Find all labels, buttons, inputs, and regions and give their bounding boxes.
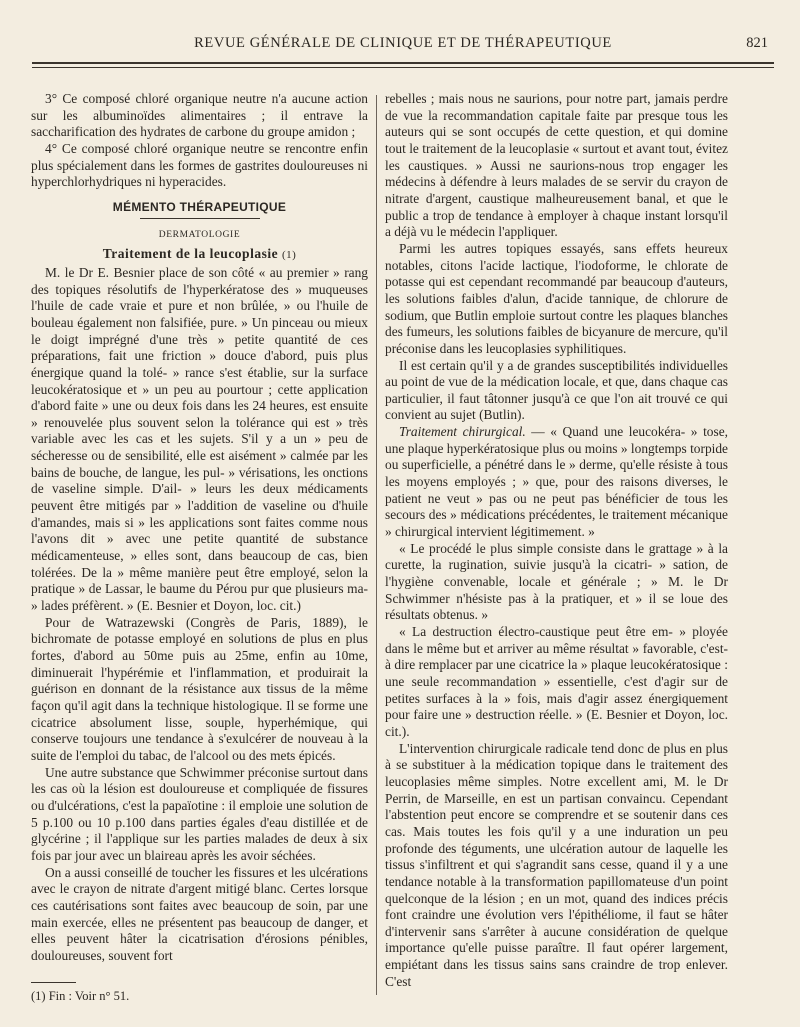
paragraph: L'intervention chirurgicale radicale tend donc de plus en plus à se substituer à la médication topique dans le traitement des leucoplasies même simples. Notre excellent ami, M. le Dr Perrin, de Marseille, en est un partisan convaincu. Cependant l'abstention peut encore se comprendre et se soutenir dans ces cas. Mais toutes les fois qu'il y a une induration un peu profonde des téguments, une ulcération autour de laquelle les tissus s'infiltrent et qui s'agrandit sans cesse, quand il y a une tendance notable à la transformation papillomateuse d'un point quelconque de la lésion ; en un mot, quand des indices précis font craindre une évolution vers l'épithéliome, il faut se hâter d'intervenir sans s'arrêter à aucune considération de quelque importance qu'elle puisse paraître. Il faut opérer largement, empiétant dans les tissus sains sans craindre de trop enlever. C'est [385,740,728,989]
article-title [31,246,368,264]
page-header [32,33,774,57]
paragraph: Pour de Watrazewski (Congrès de Paris, 1889), le bichromate de potasse employé en solutions de plus en plus fortes, d'abord au 50me puis au 25me, enfin au 10me, diminuerait l'hypérémie et l'inflammation, et produirait la guérison en donnant de la résistance aux tissus de la même façon qu'il agit dans la technique histologique. Il se forme une cicatrice absolument lisse, souple, hyperhémique, qui conserve toujours une tendance à s'exulcérer de nouveau à la suite de l'emploi du tabac, de l'alcool ou des mets épicés. [31,614,368,763]
memento-heading: MÉMENTO THÉRAPEUTIQUE [112,199,287,214]
right-column [385,91,728,990]
footnote-ref[interactable]: (1) [281,249,297,262]
paragraph: rebelles ; mais nous ne saurions, pour notre part, jamais perdre de vue la recommandation capitale faite par presque tous les auteurs qui se sont occupés de cette question, et qui domine tout le traitement de la leucoplasie « surtout et avant tout, évitez les caustiques. » Aussi ne saurions-nous trop engager les médecins à défendre à leurs malades de se servir du crayon de nitrate d'argent, caustique malheureusement banal, et que le public a trop de tendance à employer à chaque instant lorsqu'il a déjà vu le médecin l'appliquer. [385,91,728,240]
paragraph [385,424,728,541]
section-label: DERMATOLOGIE [158,229,241,240]
paragraph: 4° Ce composé chloré organique neutre se rencontre enfin plus spécialement dans les formes de gastrites douloureuses ni hyperchlorhydriques ni hyperacides. [31,140,368,190]
paragraph: Une autre substance que Schwimmer préconise surtout dans les cas où la lésion est douloureuse et compliquée de fissures ou d'ulcérations, c'est la papaïotine : il emploie une solution de 5 p.100 ou 10 p.100 dans parties égales d'eau distillée et de glycérine ; il l'applique sur les parties malades de deux à six fois par jour avec un blaireau après les avoir séchées. [31,764,368,863]
header-rule [32,62,774,64]
page-number: 821 [746,35,768,51]
running-title: REVUE GÉNÉRALE DE CLINIQUE ET DE THÉRAPEUTIQUE [194,35,612,51]
footnote: (1) Fin : Voir n° 51. [31,989,130,1003]
footnote-rule [31,982,76,983]
paragraph-text: — « Quand une leucokéra- » tose, une plaque hyperkératosique plus ou moins » longtemps torpide ou superficielle, a pénétré dans le » derme, qu'elle résiste à tous les moyens employés ; » que, pour des raisons diverses, le patient ne veut » pas ou ne peut pas bénéficier de tous les secours des » médications précédentes, le traitement mécanique » chirurgical intervient légitimement. » [385,424,728,540]
article-title-text: Traitement de la leucoplasie [102,246,279,262]
paragraph: M. le Dr E. Besnier place de son côté « au premier » rang des topiques résolutifs de l'hyperkératose des » muqueuses l'huile de cade vraie et pure et non brûlée, » ou l'huile de bouleau également non falsifiée, pure. » Un pinceau ou mieux le doigt imprégné d'une très » petite quantité de ces préparations, fait une friction » douce d'abord, puis plus énergique quand la tolé- » rance s'est établie, sur la surface leucokératosique et » un peu au pourtour ; cette application d'abord faite » une ou deux fois dans les 24 heures, est ensuite » renouvelée plus souvent selon la tolérance qui est » très variable avec les cas et les sujets. S'il y a un » peu de sécheresse ou de sensibilité, elle est aisément » calmée par les bains de bouche, de langue, les pul- » vérisations, les onctions de vaseline simple. D'ail- » leurs les deux médicaments peuvent être mitigés par » l'addition de vaseline ou d'huile d'amandes, mais si » les applications sont faites comme nous l'avons dit » avec une petite quantité de substance médicamenteuse, » elles sont, dans beaucoup de cas, bien tolérées. De la » même manière peut être employé, selon la pratique » de Lassar, le baume du Pérou pur que plusieurs ma- » lades préfèrent. » (E. Besnier et Doyon, loc. cit.) [31,264,368,614]
paragraph: Parmi les autres topiques essayés, sans effets heureux notables, citons l'acide lactique, l'iodoforme, le chlorate de potasse qui est cependant recommandé par beaucoup d'auteurs, les solutions faibles d'alun, d'acide tannique, de chlorure de sodium, que Butlin emploie surtout contre les plaques blanches des fumeurs, les solutions faibles de bicyanure de mercure, qu'il préconise dans les leucoplasies syphilitiques. [385,240,728,356]
heading-rule [140,218,260,219]
left-column [31,91,368,964]
paragraph: Il est certain qu'il y a de grandes susceptibilités individuelles au point de vue de la médication locale, et que, dans chaque cas particulier, il faut tâtonner jusqu'à ce que l'on ait trouvé ce qui convient au sujet (Butlin). [385,357,728,423]
column-divider [376,95,377,995]
paragraph: 3° Ce composé chloré organique neutre n'a aucune action sur les albuminoïdes alimentaires ; il entrave la saccharification des hydrates de carbone du groupe amidon ; [31,91,368,140]
paragraph: On a aussi conseillé de toucher les fissures et les ulcérations avec le crayon de nitrate d'argent mitigé blanc. Certes lorsque ces cautérisations sont faites avec beaucoup de soin, par une main exercée, elles ne présentent pas beaucoup de danger, et elles peuvent hâter la cicatrisation d'érosions pénibles, douloureuses, souvent fort [31,864,368,963]
subsection-title: Traitement chirurgical. [399,424,526,440]
paragraph: « La destruction électro-caustique peut être em- » ployée dans le même but et arriver au même résultat » favorable, c'est-à dire remplacer par une cicatrice la » plaque leucokératosique : une seule recommandation » essentielle, c'est d'agir sur de petites surfaces à la » fois, mais d'agir assez énergiquement pour faire une » destruction réelle. » (E. Besnier et Doyon, loc. cit.). [385,624,728,739]
paragraph: « Le procédé le plus simple consiste dans le grattage » à la curette, la rugination, suivie jusqu'à la cicatri- » sation, de l'hygiène convenable, locale et générale ; » M. le Dr Schwimmer n'hésiste pas à la pratiquer, et » il se loue des résultats obtenus. » [385,540,728,623]
header-rule-thin [32,67,774,68]
